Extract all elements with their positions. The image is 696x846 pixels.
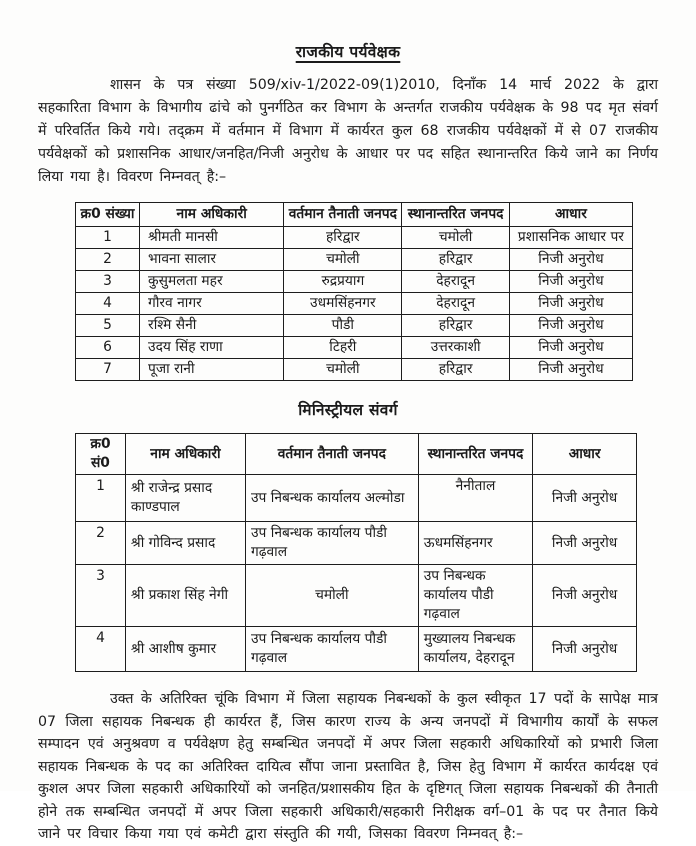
table-cell: निजी अनुरोध — [509, 293, 632, 315]
table-cell: चमोली — [284, 249, 402, 271]
table-cell: कुसुमलता महर — [140, 271, 284, 293]
column-header: नाम अधिकारी — [140, 203, 284, 227]
table-cell: 2 — [76, 249, 140, 271]
table-cell: रश्मि सैनी — [140, 315, 284, 337]
table-cell: निजी अनुरोध — [533, 475, 637, 522]
table-row — [76, 359, 633, 381]
table-cell: देहरादून — [402, 293, 510, 315]
table-cell: 4 — [76, 627, 126, 672]
table-cell: उदय सिंह राणा — [140, 337, 284, 359]
table-row — [76, 565, 637, 627]
table-cell: श्री गोविन्द प्रसाद — [125, 522, 245, 565]
table-cell: भावना सालार — [140, 249, 284, 271]
table-cell: श्री आशीष कुमार — [125, 627, 245, 672]
table-header-row — [76, 203, 633, 227]
table-cell: निजी अनुरोध — [533, 627, 637, 672]
table-cell: श्री प्रकाश सिंह नेगी — [125, 565, 245, 627]
table-cell: हरिद्वार — [402, 249, 510, 271]
table-cell: चमोली — [284, 359, 402, 381]
table-cell: देहरादून — [402, 271, 510, 293]
table-cell: चमोली — [245, 565, 418, 627]
table-cell: निजी अनुरोध — [509, 315, 632, 337]
section2-title: मिनिस्ट्रीयल संवर्ग — [298, 401, 398, 419]
table-cell: रुद्रप्रयाग — [284, 271, 402, 293]
table-cell: 2 — [76, 522, 126, 565]
table-row — [76, 475, 637, 522]
table-cell: निजी अनुरोध — [509, 249, 632, 271]
column-header: वर्तमान तैनाती जनपद — [284, 203, 402, 227]
table-row — [76, 249, 633, 271]
section1-paragraph: शासन के पत्र संख्या 509/xiv-1/2022-09(1)2010, दिनाँक 14 मार्च 2022 के द्वारा सहकारिता विभाग के विभागीय ढांचे को पुनर्गठित कर विभाग के अन्तर्गत राजकीय पर्यवेक्षक के 98 पद मृत संवर्ग में परिवर्तित किये गये। तद्क्रम में वर्तमान में विभाग में कार्यरत कुल 68 राजकीय पर्यवेक्षकों में से 07 राजकीय पर्यवेक्षकों को प्रशासनिक आधार/जनहित/निजी अनुरोध के आधार पर पद सहित स्थानान्तरित किये जाने का निर्णय लिया गया है। विवरण निम्नवत् है:– — [38, 77, 658, 185]
table-cell: पौडी — [284, 315, 402, 337]
table-cell: उप निबन्धक कार्यालय पौडी गढ़वाल — [418, 565, 532, 627]
table-cell: प्रशासनिक आधार पर — [509, 227, 632, 249]
ministerial-sanvarg-transfer-table — [75, 433, 637, 672]
table-cell: 1 — [76, 227, 140, 249]
table-cell: 4 — [76, 293, 140, 315]
table-row — [76, 337, 633, 359]
table-cell: 5 — [76, 315, 140, 337]
table-cell: 3 — [76, 565, 126, 627]
table-cell: चमोली — [402, 227, 510, 249]
section1-title-text: राजकीय पर्यवेक्षक — [295, 43, 401, 61]
table-cell: श्री राजेन्द्र प्रसाद काण्डपाल — [125, 475, 245, 522]
table-row — [76, 271, 633, 293]
table-row — [76, 227, 633, 249]
table-cell: मुख्यालय निबन्धक कार्यालय, देहरादून — [418, 627, 532, 672]
table-cell: पूजा रानी — [140, 359, 284, 381]
section1-title — [0, 0, 696, 62]
table-cell: ऊधमसिंहनगर — [418, 522, 532, 565]
table-cell: उधमसिंहनगर — [284, 293, 402, 315]
table-row — [76, 293, 633, 315]
column-header: क्र0 सं0 — [76, 434, 126, 475]
table-cell: 6 — [76, 337, 140, 359]
table-cell: हरिद्वार — [402, 315, 510, 337]
column-header: स्थानान्तरित जनपद — [402, 203, 510, 227]
table-cell: 1 — [76, 475, 126, 522]
table-header-row — [76, 434, 637, 475]
column-header: आधार — [533, 434, 637, 475]
table-cell: निजी अनुरोध — [509, 271, 632, 293]
table-row — [76, 627, 637, 672]
column-header: क्र0 संख्या — [76, 203, 140, 227]
table-cell: हरिद्वार — [402, 359, 510, 381]
table-cell: निजी अनुरोध — [533, 565, 637, 627]
table-cell: उप निबन्धक कार्यालय अल्मोडा — [245, 475, 418, 522]
table-cell: उप निबन्धक कार्यालय पौडी गढ़वाल — [245, 627, 418, 672]
table-cell: 3 — [76, 271, 140, 293]
table-cell: नैनीताल — [418, 475, 532, 522]
table-cell: हरिद्वार — [284, 227, 402, 249]
column-header: स्थानान्तरित जनपद — [418, 434, 532, 475]
table-row — [76, 315, 633, 337]
table-cell: गौरव नागर — [140, 293, 284, 315]
column-header: वर्तमान तैनाती जनपद — [245, 434, 418, 475]
table-cell: निजी अनुरोध — [533, 522, 637, 565]
table-cell: 7 — [76, 359, 140, 381]
table-cell: श्रीमती मानसी — [140, 227, 284, 249]
table-cell: उत्तरकाशी — [402, 337, 510, 359]
table-cell: उप निबन्धक कार्यालय पौडी गढ़वाल — [245, 522, 418, 565]
column-header: नाम अधिकारी — [125, 434, 245, 475]
table-row — [76, 522, 637, 565]
table-cell: निजी अनुरोध — [509, 359, 632, 381]
column-header: आधार — [509, 203, 632, 227]
table-cell: निजी अनुरोध — [509, 337, 632, 359]
rajkiya-paryavekshak-transfer-table — [75, 202, 633, 381]
section2-paragraph: उक्त के अतिरिक्त चूंकि विभाग में जिला सहायक निबन्धकों के कुल स्वीकृत 17 पदों के सापेक्ष मात्र 07 जिला सहायक निबन्धक ही कार्यरत हैं, जिस कारण राज्य के अन्य जनपदों में विभागीय कार्यों के सफल सम्पादन एवं अनुश्रवण व पर्यवेक्षण हेतु सम्बन्धित जनपदों में अपर जिला सहकारी अधिकारियों को प्रभारी जिला सहायक निबन्धक के पद का अतिरिक्त दायित्व सौंपा जाना प्रस्तावित है, जिस हेतु विभाग में कार्यरत कार्यदक्ष एवं कुशल अपर जिला सहकारी अधिकारियों को जनहित/प्रशासकीय हित के दृष्टिगत् जिला सहायक निबन्धकों की तैनाती होने तक सम्बन्धित जनपदों में अपर जिला सहकारी अधिकारी/सहकारी निरीक्षक वर्ग–01 के पद पर तैनात किये जाने पर विचार किया गया एवं कमेटी द्वारा संस्तुति की गयी, जिसका विवरण निम्नवत् है:– — [38, 691, 658, 842]
table-cell: टिहरी — [284, 337, 402, 359]
